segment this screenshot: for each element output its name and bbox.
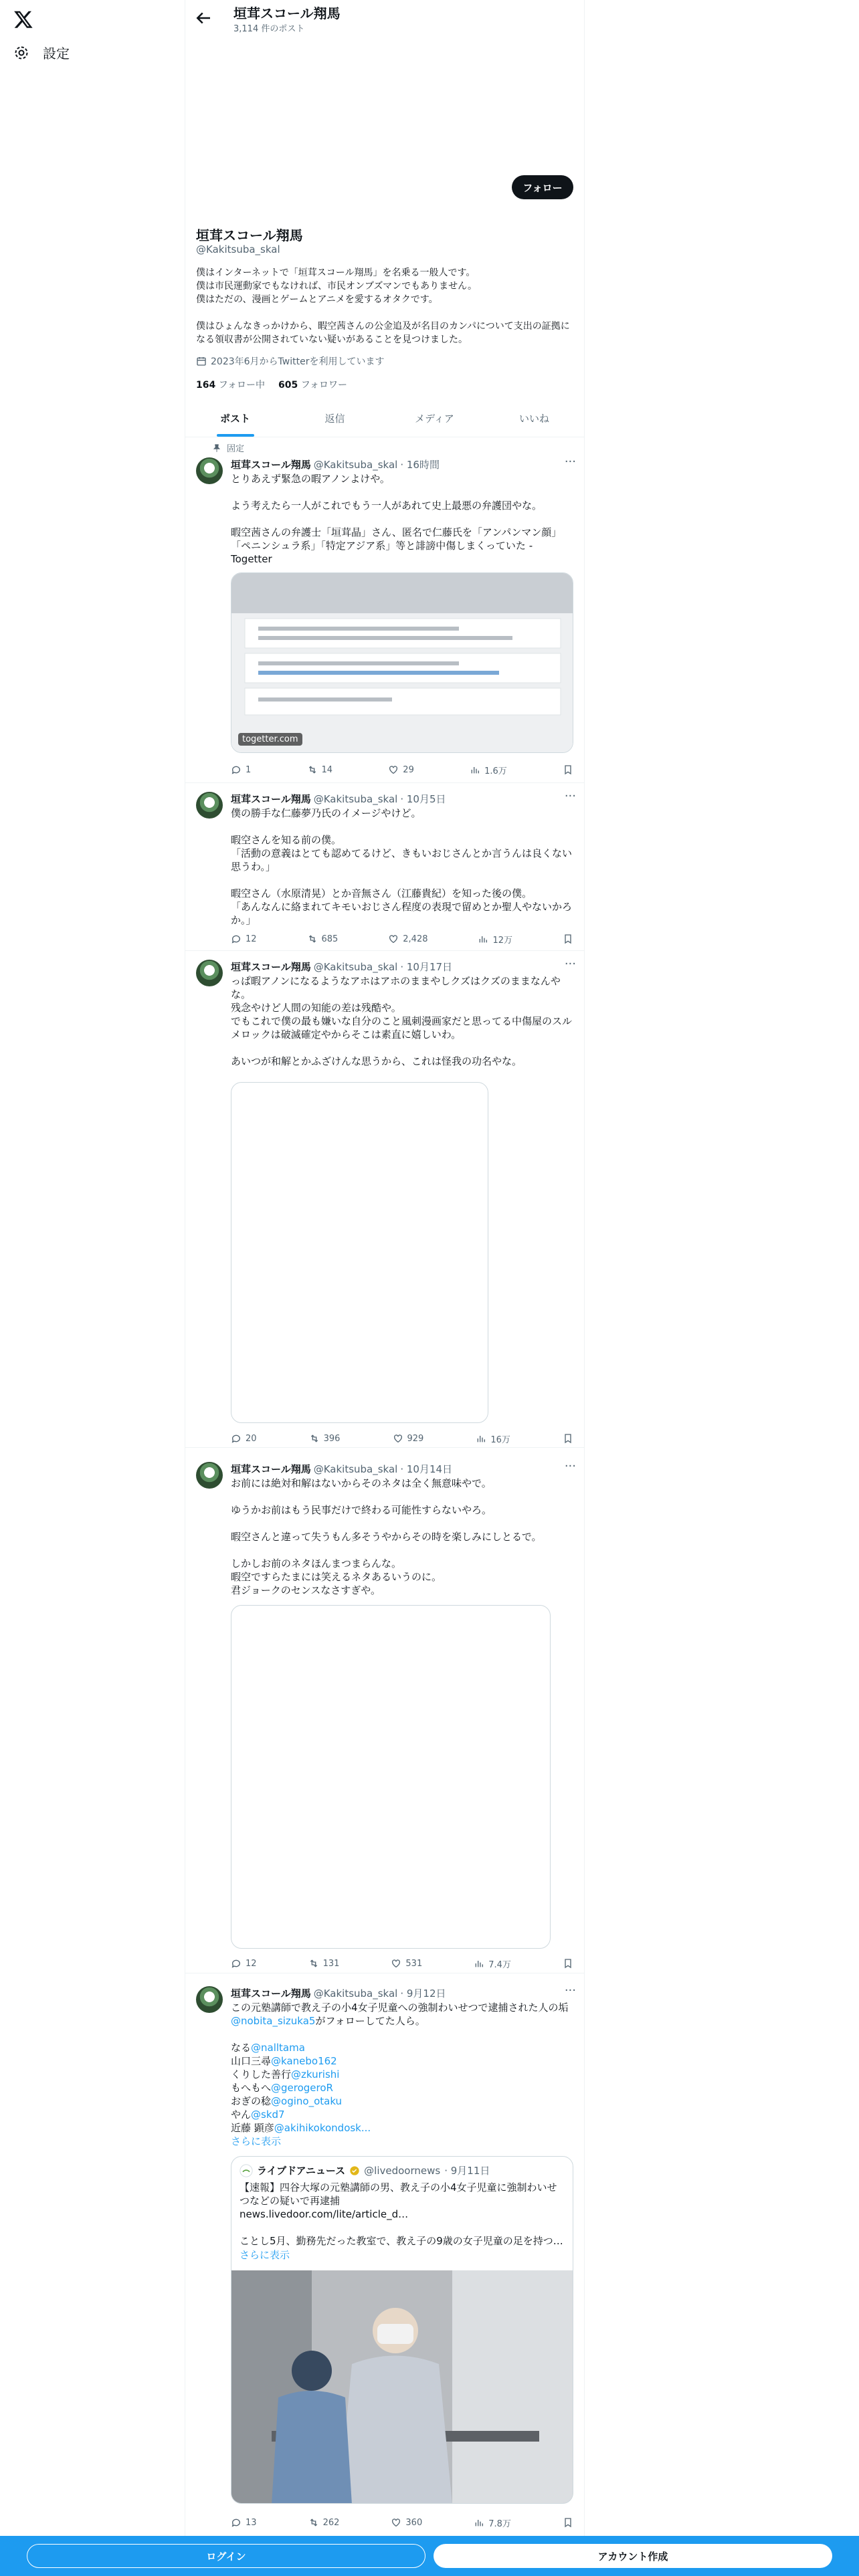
- tweet-time[interactable]: · 9月12日: [400, 1988, 446, 2000]
- bookmark-icon: [563, 2517, 573, 2528]
- login-button[interactable]: ログイン: [27, 2544, 425, 2568]
- reply-count: 1: [246, 764, 252, 775]
- like-count: 29: [403, 764, 414, 775]
- tweet-actions: [231, 1957, 573, 1970]
- tweet-author-handle[interactable]: @Kakitsuba_skal: [313, 792, 398, 805]
- tweet-author-name[interactable]: 垣茸スコール翔馬: [231, 793, 311, 805]
- like-button[interactable]: [391, 2516, 422, 2529]
- followers-link[interactable]: [278, 378, 347, 391]
- retweet-count: 14: [321, 764, 333, 775]
- tweet-text: お前には絶対和解はないからそのネタは全く無意味やで。 ゆうかお前はもう民事だけで終わる可能性すらないやろ。 暇空さんと違って失うもん多そうやからその時を楽しみにしとるで。 しかしお前のネタほんまつまらんな。 暇空ですらたまには笑えるネタあるいうのに。 君ジョークのセンスなさすぎや。: [231, 1477, 542, 1596]
- mention-link[interactable]: @nobita_sizuka5: [231, 2015, 316, 2027]
- bookmark-icon: [563, 764, 573, 775]
- views-button[interactable]: [476, 1432, 510, 1445]
- like-button[interactable]: [391, 1957, 422, 1970]
- heart-icon: [388, 934, 399, 944]
- mention-link[interactable]: @kanebo162: [271, 2055, 337, 2067]
- link-card[interactable]: [231, 572, 573, 753]
- list-item: [231, 2054, 573, 2068]
- mention-list: [231, 2041, 573, 2148]
- tweet-author-handle[interactable]: @Kakitsuba_skal: [313, 458, 398, 471]
- calendar-icon: [196, 356, 207, 366]
- tweet[interactable]: [185, 1448, 584, 1973]
- reply-icon: [231, 934, 242, 944]
- avatar[interactable]: [196, 1986, 223, 2013]
- quote-time[interactable]: · 9月11日: [444, 2165, 490, 2177]
- tweet-text-pre: この元塾講師で教え子の小4女子児童への強制わいせつで逮捕された人の垢: [231, 2002, 569, 2014]
- followers-label: フォロワー: [300, 380, 347, 391]
- retweet-button[interactable]: [309, 1432, 341, 1445]
- more-options-icon[interactable]: ···: [564, 1459, 576, 1473]
- like-button[interactable]: [393, 1432, 424, 1445]
- mention-link[interactable]: @ogino_otaku: [271, 2095, 343, 2107]
- list-item: [231, 2041, 573, 2054]
- mention-prefix: 山口三尋: [231, 2055, 272, 2067]
- profile-joined: [196, 354, 384, 368]
- mention-link[interactable]: @akihikokondosk...: [274, 2122, 371, 2134]
- reply-icon: [231, 1433, 242, 1444]
- following-label: フォロー中: [218, 380, 265, 391]
- tweet-text-post: がフォローしてた人ら。: [315, 2015, 425, 2027]
- left-navigation: [0, 0, 185, 2576]
- tweet-author-handle[interactable]: @Kakitsuba_skal: [313, 1987, 398, 2000]
- tweet-text: 僕の勝手な仁藤夢乃氏のイメージやけど。 暇空さんを知る前の僕。 「活動の意義はとても認めてるけど、きもいおじさんとか言うんは良くない思うわ。」 暇空さん（水原清晃）とか音無さん（江藤貴紀）を知った後の僕。 「あんなんに絡まれてキモいおじさん程度の表現で留めとか聖人やないかろか。」: [231, 807, 573, 926]
- tab-likes[interactable]: いいね: [518, 413, 549, 425]
- retweet-count: 396: [323, 1433, 341, 1444]
- tweet-text: とりあえず緊急の暇アノンよけや。 よう考えたら一人がこれでもう一人があれて史上最悪の弁護団やな。 暇空茜さんの弁護士「垣茸晶」さん、匿名で仁藤氏を「アンパンマン顔」「ペニンシュラ系」「特定アジア系」等と誹謗中傷しまくっていた - Togetter: [231, 473, 562, 565]
- views-count: 12万: [492, 935, 512, 946]
- bookmark-button[interactable]: [563, 2516, 573, 2529]
- livedoor-logo-icon: [240, 2164, 253, 2177]
- tweet-time[interactable]: · 10月5日: [400, 793, 446, 805]
- heart-icon: [388, 764, 399, 775]
- tweet-header: [231, 457, 440, 471]
- avatar[interactable]: [196, 457, 223, 484]
- reply-button[interactable]: [231, 1957, 257, 1970]
- retweet-button[interactable]: [307, 932, 339, 946]
- tweet-author-name[interactable]: 垣茸スコール翔馬: [231, 1988, 311, 2000]
- tweet-author-handle[interactable]: @Kakitsuba_skal: [313, 960, 398, 973]
- reply-button[interactable]: [231, 2516, 257, 2529]
- reply-count: 12: [246, 934, 257, 944]
- tweet-header: [231, 1462, 452, 1476]
- tweet[interactable]: [185, 1974, 584, 2536]
- tab-media[interactable]: メディア: [415, 413, 454, 425]
- following-count: 164: [196, 380, 216, 391]
- views-count: 7.4万: [488, 1959, 511, 1970]
- tweet-text: [231, 2001, 573, 2028]
- bookmark-button[interactable]: [563, 932, 573, 946]
- retweet-button[interactable]: [308, 1957, 340, 1970]
- mention-prefix: やん: [231, 2109, 252, 2121]
- like-button[interactable]: [388, 763, 414, 776]
- heart-icon: [391, 1958, 401, 1969]
- like-count: 531: [405, 1958, 423, 1969]
- tweet[interactable]: [185, 452, 584, 783]
- tweet-author-handle[interactable]: @Kakitsuba_skal: [313, 1463, 398, 1475]
- list-item: [231, 2095, 573, 2108]
- bookmark-icon: [563, 934, 573, 944]
- list-item: [231, 2081, 573, 2095]
- tab-posts[interactable]: ポスト: [185, 400, 285, 437]
- bookmark-icon: [563, 1433, 573, 1444]
- like-count: 2,428: [403, 934, 428, 944]
- like-count: 929: [407, 1433, 424, 1444]
- bookmark-button[interactable]: [563, 1957, 573, 1970]
- list-item: [231, 2108, 573, 2121]
- profile-name: 垣茸スコール翔馬: [196, 227, 303, 243]
- follow-button[interactable]: フォロー: [512, 175, 573, 199]
- views-button[interactable]: [470, 763, 507, 776]
- profile-handle: @Kakitsuba_skal: [196, 243, 280, 255]
- back-arrow-icon[interactable]: [193, 8, 213, 28]
- retweet-icon: [308, 2517, 319, 2528]
- x-logo-icon[interactable]: [13, 9, 33, 29]
- link-card-domain: togetter.com: [238, 733, 302, 746]
- tweet-media[interactable]: [231, 1605, 551, 1949]
- heart-icon: [393, 1433, 403, 1444]
- tweet-author-name[interactable]: 垣茸スコール翔馬: [231, 961, 311, 973]
- nav-settings-label: 設定: [43, 45, 70, 62]
- tweet-time[interactable]: · 10月17日: [400, 961, 453, 973]
- reply-button[interactable]: [231, 1432, 257, 1445]
- mention-prefix: もへもへ: [231, 2082, 272, 2094]
- tweet-actions: [231, 763, 573, 776]
- profile-follow-stats: [196, 378, 347, 391]
- retweet-icon: [309, 1433, 320, 1444]
- more-options-icon[interactable]: ···: [564, 957, 576, 971]
- verified-badge-icon: [349, 2165, 360, 2176]
- tweet[interactable]: [185, 784, 584, 951]
- tweet-author-name[interactable]: 垣茸スコール翔馬: [231, 459, 311, 471]
- more-options-icon[interactable]: ···: [564, 455, 576, 469]
- mention-link[interactable]: @nalltama: [251, 2042, 305, 2054]
- quote-text: 【速報】四谷大塚の元塾講師の男、教え子の小4女子児童に強制わいせつなどの疑いで再逮捕 news.livedoor.com/lite/article_d… ことし5月、勤務先だった教室で、教え子の9歳の女子児童の足を持つ…: [240, 2181, 563, 2247]
- reply-count: 12: [246, 1958, 257, 1969]
- bookmark-button[interactable]: [563, 1432, 573, 1445]
- nav-settings-item[interactable]: [13, 43, 70, 62]
- retweet-icon: [307, 764, 318, 775]
- quote-author-name[interactable]: ライブドアニュース: [257, 2165, 346, 2177]
- tweet-time[interactable]: · 10月14日: [400, 1463, 453, 1475]
- mention-prefix: おぎの稔: [231, 2095, 272, 2107]
- mention-link[interactable]: @zkurishi: [291, 2068, 340, 2080]
- bookmark-icon: [563, 1958, 573, 1969]
- views-chart-icon: [474, 2517, 484, 2528]
- mention-prefix: 近藤 顕彦: [231, 2122, 274, 2134]
- reply-icon: [231, 764, 242, 775]
- tweet-actions: [231, 2516, 573, 2529]
- tweet-header: [231, 1986, 446, 2000]
- retweet-count: 262: [322, 2517, 340, 2528]
- views-count: 1.6万: [484, 766, 507, 776]
- show-more-link[interactable]: さらに表示: [231, 2135, 282, 2147]
- main-column: [185, 0, 585, 2576]
- list-item: [231, 2121, 573, 2135]
- like-button[interactable]: [388, 932, 427, 946]
- quote-tweet[interactable]: [231, 2156, 573, 2504]
- bookmark-button[interactable]: [563, 763, 573, 776]
- views-chart-icon: [470, 764, 480, 775]
- retweet-icon: [308, 1958, 319, 1969]
- following-link[interactable]: [196, 378, 265, 391]
- retweet-icon: [307, 934, 318, 944]
- login-prompt-bar: [0, 2536, 859, 2576]
- tweet[interactable]: [185, 952, 584, 1448]
- retweet-count: 131: [322, 1958, 340, 1969]
- avatar[interactable]: [196, 960, 223, 986]
- profile-bio: 僕はインターネットで「垣茸スコール翔馬」を名乗る一般人です。 僕は市民運動家でもなければ、市民オンブズマンでもありません。 僕はただの、漫画とゲームとアニメを愛するオタクです。 僕はひょんなきっかけから、暇空茜さんの公金追及が名目のカンパについて支出の証拠になる領収書が公開されていない疑いがあることを見つけました。: [196, 267, 570, 345]
- tweet-actions: [231, 1432, 573, 1445]
- tweet-time[interactable]: · 16時間: [400, 459, 440, 471]
- reply-count: 13: [246, 2517, 257, 2528]
- header-title: 垣茸スコール翔馬: [233, 5, 341, 21]
- retweet-count: 685: [321, 934, 339, 944]
- reply-icon: [231, 2517, 242, 2528]
- gear-icon: [13, 45, 29, 61]
- mention-link[interactable]: @skd7: [251, 2109, 285, 2121]
- followers-count: 605: [278, 380, 298, 391]
- quote-author-handle[interactable]: @livedoornews: [364, 2164, 441, 2177]
- signup-button[interactable]: アカウント作成: [434, 2544, 832, 2568]
- reply-count: 20: [246, 1433, 257, 1444]
- views-count: 16万: [490, 1434, 510, 1445]
- tab-replies[interactable]: 返信: [324, 413, 345, 425]
- mention-link[interactable]: @gerogeroR: [271, 2082, 333, 2094]
- views-chart-icon: [476, 1433, 486, 1444]
- pinned-label: 固定: [227, 444, 245, 454]
- avatar[interactable]: [196, 792, 223, 819]
- tweet-actions: [231, 932, 573, 946]
- quote-show-more-link[interactable]: さらに表示: [240, 2249, 290, 2261]
- views-chart-icon: [474, 1958, 484, 1969]
- more-options-icon[interactable]: ···: [564, 789, 576, 803]
- profile-joined-text: 2023年6月からTwitterを利用しています: [211, 356, 385, 367]
- profile-header-bar: [185, 0, 584, 37]
- views-button[interactable]: [474, 1957, 511, 1970]
- pin-icon: [212, 443, 221, 453]
- mention-prefix: なる: [231, 2042, 252, 2054]
- tweet-text: っぱ暇アノンになるようなアホはアホのままやしクズはクズのままなんやな。 残念やけど人間の知能の差は残酷や。 でもこれで僕の最も嫌いな自分のこと風刺漫画家だと思ってる中傷屋のスルメロックは破滅確定やからそこは素直に嬉しいわ。 あいつが和解とかふざけんな思うから、これは怪我の功名やな。: [231, 975, 573, 1067]
- views-button[interactable]: [478, 932, 512, 946]
- tweet-header: [231, 792, 446, 806]
- views-chart-icon: [478, 934, 488, 944]
- reply-button[interactable]: [231, 932, 257, 946]
- profile-tabs: [185, 400, 584, 437]
- list-item: [231, 2068, 573, 2081]
- tweet-media[interactable]: [231, 1082, 488, 1423]
- like-count: 360: [405, 2517, 423, 2528]
- tweet-author-name[interactable]: 垣茸スコール翔馬: [231, 1463, 311, 1475]
- header-post-count: 3,114 件のポスト: [233, 24, 305, 34]
- quote-header: [240, 2163, 490, 2177]
- tweet-header: [231, 960, 452, 974]
- retweet-button[interactable]: [308, 2516, 340, 2529]
- views-count: 7.8万: [488, 2518, 511, 2529]
- more-options-icon[interactable]: ···: [564, 1983, 576, 1998]
- reply-button[interactable]: [231, 763, 251, 776]
- retweet-button[interactable]: [307, 763, 333, 776]
- mention-prefix: くりした善行: [231, 2068, 292, 2080]
- avatar[interactable]: [196, 1462, 223, 1489]
- views-button[interactable]: [474, 2516, 511, 2529]
- heart-icon: [391, 2517, 401, 2528]
- quote-photo[interactable]: [231, 2270, 573, 2504]
- reply-icon: [231, 1958, 242, 1969]
